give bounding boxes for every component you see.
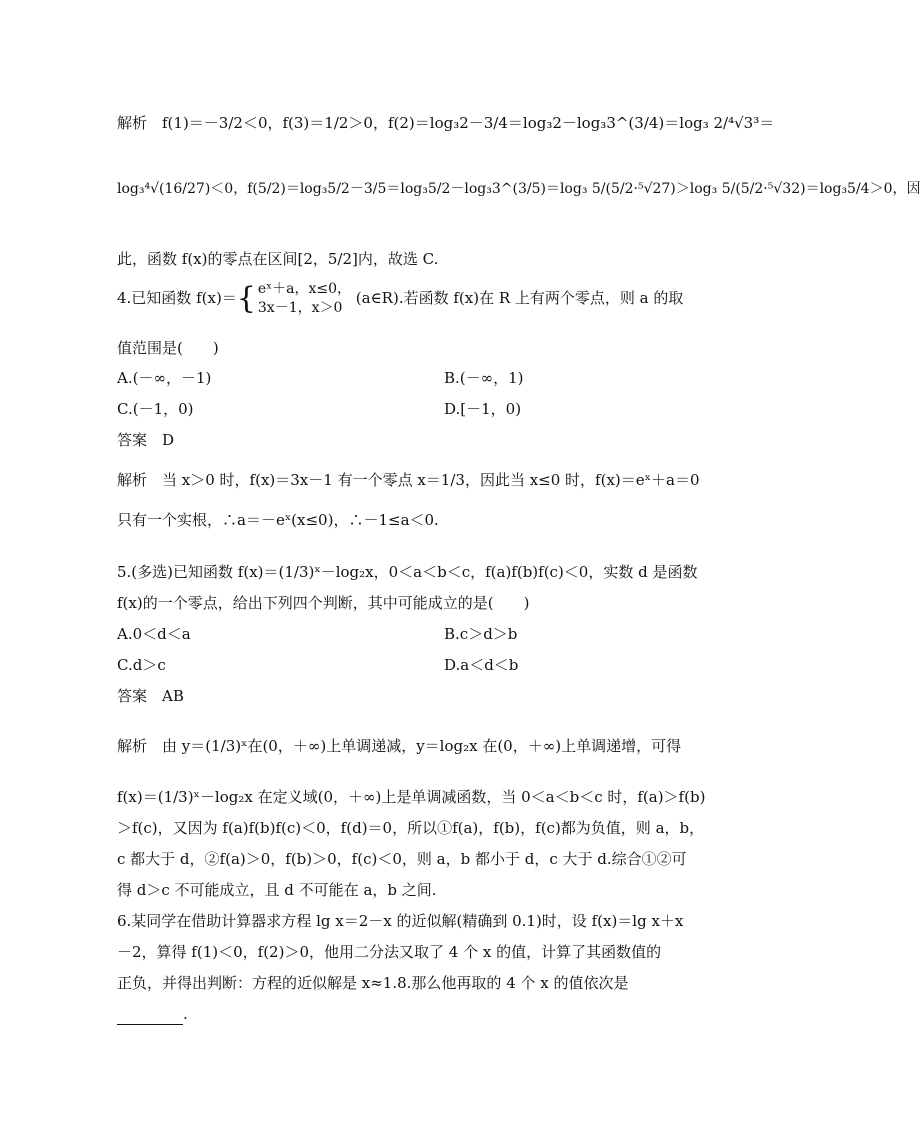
question-6-stem-3: 正负，并得出判断：方程的近似解是 x≈1.8.那么他再取的 4 个 x 的值依次是 — [117, 974, 629, 992]
q5-option-c: C.d＞c — [117, 656, 166, 674]
q5-option-a: A.0＜d＜a — [117, 625, 191, 643]
case-2: 3x－1，x＞0 — [257, 300, 343, 316]
question-4-stem — [117, 280, 683, 318]
q6-answer-blank[interactable] — [117, 1003, 188, 1025]
q5-option-d: D.a＜d＜b — [444, 656, 519, 674]
q4-option-b: B.(－∞，1) — [444, 369, 524, 387]
q5-answer: 答案 AB — [117, 687, 184, 705]
q5-solution-3: ＞f(c)，又因为 f(a)f(b)f(c)＜0，f(d)＝0，所以①f(a)，f(b)，f(c)都为负值，则 a，b， — [117, 819, 705, 837]
q5-solution-2: f(x)＝(1/3)ˣ－log₂x 在定义域(0，＋∞)上是单调减函数，当 0＜a＜b＜c 时，f(a)＞f(b) — [117, 788, 706, 806]
question-5-stem-2: f(x)的一个零点，给出下列四个判断，其中可能成立的是( ) — [117, 594, 530, 612]
case-1: eˣ＋a，x≤0， — [257, 281, 351, 297]
solution-q3-line2: log₃⁴√(16/27)＜0，f(5/2)＝log₃5/2－3/5＝log₃5/2－log₃3^(3/5)＝log₃ 5/(5/2·⁵√27)＞log₃ 5/(5/2·⁵√32)＝log₃5/4＞0，因 — [117, 181, 921, 197]
q4-solution-2: 只有一个实根，∴a＝－eˣ(x≤0)，∴－1≤a＜0. — [117, 511, 439, 529]
piecewise-cases — [258, 280, 351, 318]
q5-solution-5: 得 d＞c 不可能成立，且 d 不可能在 a，b 之间. — [117, 881, 437, 899]
fill-blank[interactable] — [117, 1006, 183, 1025]
q4-option-a: A.(－∞，－1) — [117, 369, 212, 387]
solution-q3-line1: 解析 f(1)＝－3/2＜0，f(3)＝1/2＞0，f(2)＝log₃2－3/4＝log₃2－log₃3^(3/4)＝log₃ 2/⁴√3³＝ — [117, 114, 775, 132]
q4-stem-a: 4.已知函数 f(x)＝ — [117, 289, 237, 307]
q4-solution-1: 解析 当 x＞0 时，f(x)＝3x－1 有一个零点 x＝1/3，因此当 x≤0 时，f(x)＝eˣ＋a＝0 — [117, 471, 700, 489]
q5-option-b: B.c＞d＞b — [444, 625, 518, 643]
q5-solution-1: 解析 由 y＝(1/3)ˣ在(0，＋∞)上单调递减，y＝log₂x 在(0，＋∞)上单调递增，可得 — [117, 737, 682, 755]
question-5-stem-1: 5.(多选)已知函数 f(x)＝(1/3)ˣ－log₂x，0＜a＜b＜c，f(a)f(b)f(c)＜0，实数 d 是函数 — [117, 563, 698, 581]
solution-q3-line3: 此，函数 f(x)的零点在区间[2，5/2]内，故选 C. — [117, 250, 439, 268]
q4-stem-b: (a∈R).若函数 f(x)在 R 上有两个零点，则 a 的取 — [355, 289, 684, 307]
q4-option-d: D.[－1，0) — [444, 400, 522, 418]
q4-answer: 答案 D — [117, 431, 175, 449]
question-4-stem-2: 值范围是( ) — [117, 339, 219, 357]
q6-end: . — [183, 1005, 188, 1023]
question-6-stem-1: 6.某同学在借助计算器求方程 lg x＝2－x 的近似解(精确到 0.1)时，设 f(x)＝lg x＋x — [117, 912, 684, 930]
q5-solution-4: c 都大于 d，②f(a)＞0，f(b)＞0，f(c)＜0，则 a，b 都小于 d，c 大于 d.综合①②可 — [117, 850, 687, 868]
q4-option-c: C.(－1，0) — [117, 400, 194, 418]
brace-icon: { — [236, 281, 256, 316]
question-6-stem-2: －2，算得 f(1)＜0，f(2)＞0，他用二分法又取了 4 个 x 的值，计算了其函数值的 — [117, 943, 662, 961]
